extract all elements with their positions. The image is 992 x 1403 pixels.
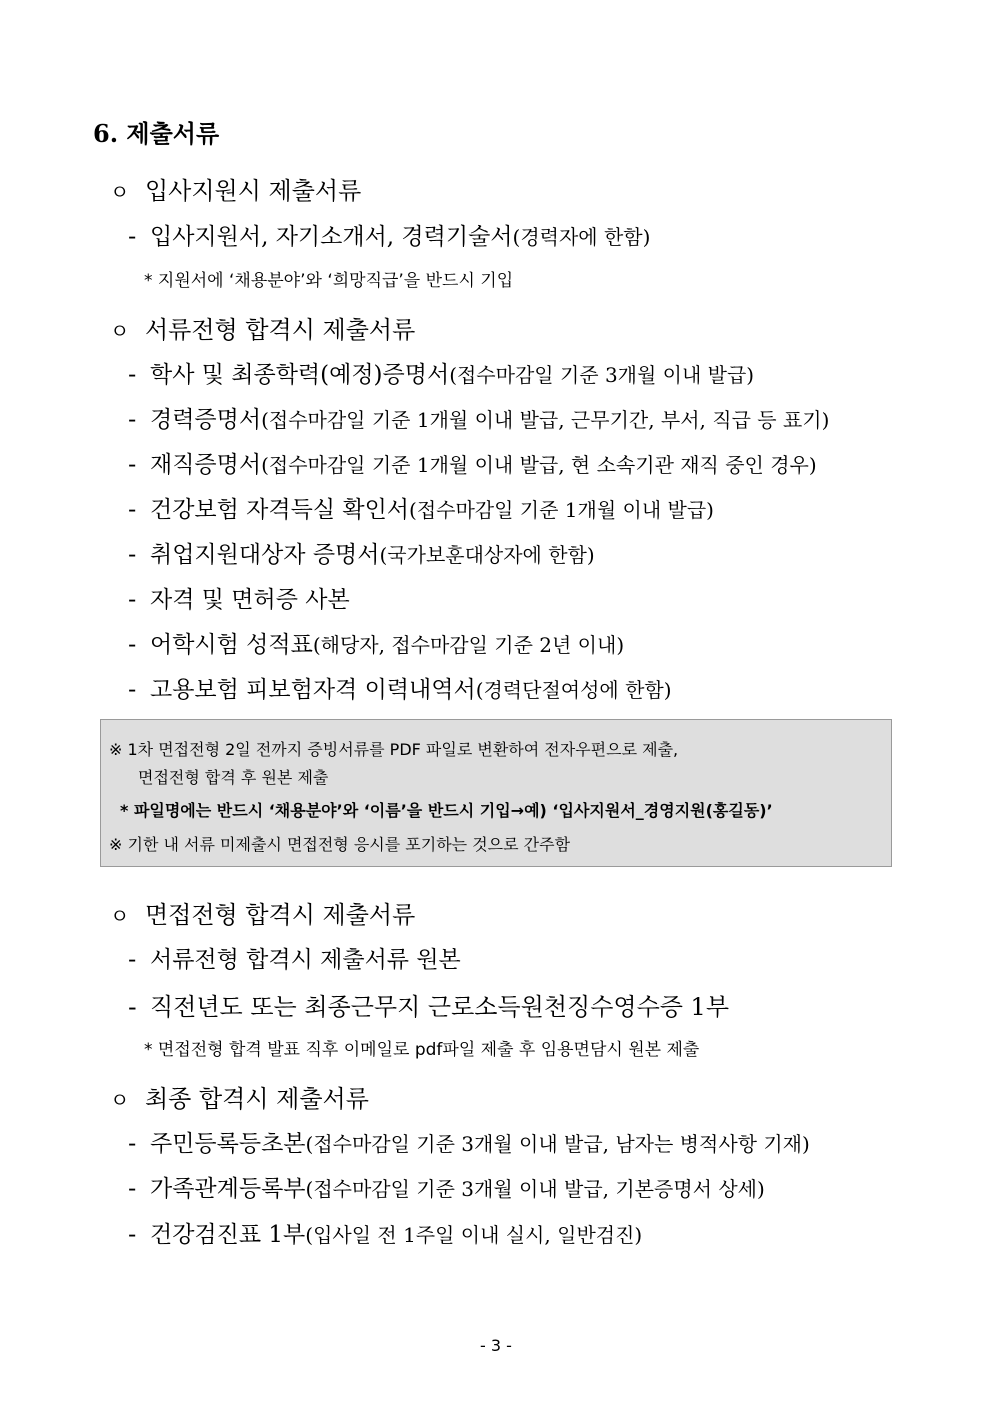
dash-bullet-icon: - (128, 224, 137, 250)
circle-bullet-icon: ㅇ (110, 319, 130, 343)
circle-bullet-icon: ㅇ (110, 180, 130, 204)
circle-bullet-icon: ㅇ (110, 904, 130, 928)
list-item: - 건강검진표 1부(입사일 전 1주일 이내 실시, 일반검진) (128, 1222, 643, 1248)
dash-bullet-icon: - (128, 1176, 137, 1202)
dash-bullet-icon: - (128, 407, 137, 433)
note-text: * 지원서에 ‘채용분야’와 ‘희망직급’을 반드시 기입 (144, 271, 514, 291)
dash-bullet-icon: - (128, 497, 137, 523)
list-item: - 건강보험 자격득실 확인서(접수마감일 기준 1개월 이내 발급) (128, 497, 714, 523)
section-heading: 6. 제출서류 (93, 119, 220, 148)
dash-bullet-icon: - (128, 1131, 137, 1157)
list-item: - 어학시험 성적표(해당자, 접수마감일 기준 2년 이내) (128, 632, 625, 658)
list-item: - 자격 및 면허증 사본 (128, 587, 350, 613)
list-item: - 직전년도 또는 최종근무지 근로소득원천징수영수증 1부 (128, 993, 730, 1021)
section-title-document-screening: ㅇ 서류전형 합격시 제출서류 (110, 316, 416, 344)
list-item: - 학사 및 최종학력(예정)증명서(접수마감일 기준 3개월 이내 발급) (128, 362, 755, 388)
list-item: - 입사지원서, 자기소개서, 경력기술서(경력자에 한함) (128, 224, 651, 250)
list-item: - 서류전형 합격시 제출서류 원본 (128, 947, 461, 973)
notice-line-bold: * 파일명에는 반드시 ‘채용분야’와 ‘이름’을 반드시 기입→예) ‘입사지원서_경영지원(홍길동)’ (120, 801, 773, 820)
dash-bullet-icon: - (128, 542, 137, 568)
dash-bullet-icon: - (128, 452, 137, 478)
section-title-application: ㅇ 입사지원시 제출서류 (110, 177, 362, 205)
dash-bullet-icon: - (128, 632, 137, 658)
list-item: - 가족관계등록부(접수마감일 기준 3개월 이내 발급, 기본증명서 상세) (128, 1176, 765, 1202)
notice-box (100, 719, 892, 867)
dash-bullet-icon: - (128, 947, 137, 973)
dash-bullet-icon: - (128, 1222, 137, 1248)
dash-bullet-icon: - (128, 587, 137, 613)
dash-bullet-icon: - (128, 677, 137, 703)
list-item: - 재직증명서(접수마감일 기준 1개월 이내 발급, 현 소속기관 재직 중인 경우) (128, 452, 817, 478)
section-title-interview: ㅇ 면접전형 합격시 제출서류 (110, 901, 416, 929)
list-item: - 취업지원대상자 증명서(국가보훈대상자에 한함) (128, 542, 595, 568)
list-item: - 고용보험 피보험자격 이력내역서(경력단절여성에 한함) (128, 677, 672, 703)
dash-bullet-icon: - (128, 362, 137, 388)
note-text: * 면접전형 합격 발표 직후 이메일로 pdf파일 제출 후 임용면담시 원본 제출 (144, 1040, 700, 1060)
circle-bullet-icon: ㅇ (110, 1088, 130, 1112)
notice-line: ※ 1차 면접전형 2일 전까지 증빙서류를 PDF 파일로 변환하여 전자우편으로 제출, (109, 740, 679, 759)
page-number: - 3 - (480, 1336, 512, 1355)
dash-bullet-icon: - (128, 993, 137, 1021)
list-item: - 주민등록등초본(접수마감일 기준 3개월 이내 발급, 남자는 병적사항 기재) (128, 1131, 810, 1157)
section-title-final: ㅇ 최종 합격시 제출서류 (110, 1085, 369, 1113)
notice-line: ※ 기한 내 서류 미제출시 면접전형 응시를 포기하는 것으로 간주함 (109, 835, 571, 854)
list-item: - 경력증명서(접수마감일 기준 1개월 이내 발급, 근무기간, 부서, 직급 등 표기) (128, 407, 830, 433)
notice-line: 면접전형 합격 후 원본 제출 (138, 768, 329, 787)
